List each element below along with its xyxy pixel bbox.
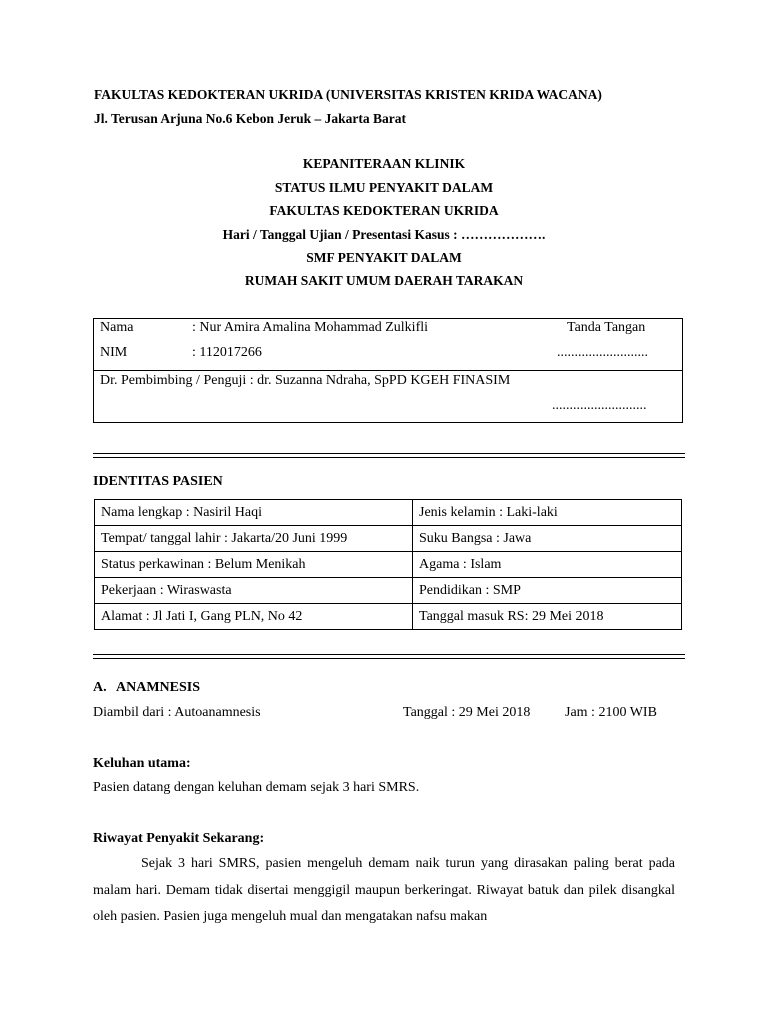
table-cell: Status perkawinan : Belum Menikah xyxy=(95,552,413,578)
faculty-address: Jl. Terusan Arjuna No.6 Kebon Jeruk – Jakarta Barat xyxy=(94,111,407,126)
history-paragraph: Sejak 3 hari SMRS, pasien mengeluh demam naik turun yang dirasakan paling berat pada malam hari. Demam tidak disertai menggigil maupun berkeringat. Riwayat batuk dan pilek disangkal oleh pasien. Pasien juga mengeluh mual dan mengatakan nafsu makan xyxy=(93,856,675,924)
anamnesis-time: Jam : 2100 WIB xyxy=(565,705,657,720)
table-cell: Agama : Islam xyxy=(413,552,682,578)
patient-identity-table xyxy=(94,499,682,630)
table-row xyxy=(95,552,682,578)
chief-complaint-heading: Keluhan utama: xyxy=(93,756,191,771)
faculty-header: FAKULTAS KEDOKTERAN UKRIDA (UNIVERSITAS KRISTEN KRIDA WACANA) xyxy=(94,87,602,102)
signature-label: Tanda Tangan xyxy=(567,320,646,335)
table-row xyxy=(95,500,682,526)
table-cell: Alamat : Jl Jati I, Gang PLN, No 42 xyxy=(95,604,413,630)
table-row xyxy=(95,604,682,630)
table-cell: Tempat/ tanggal lahir : Jakarta/20 Juni 1999 xyxy=(95,526,413,552)
title-line-5: SMF PENYAKIT DALAM xyxy=(306,250,462,265)
table-cell: Nama lengkap : Nasiril Haqi xyxy=(95,500,413,526)
history-heading: Riwayat Penyakit Sekarang: xyxy=(93,831,265,846)
supervisor-text: Dr. Pembimbing / Penguji : dr. Suzanna Ndraha, SpPD KGEH FINASIM xyxy=(100,373,511,388)
table-cell: Suku Bangsa : Jawa xyxy=(413,526,682,552)
anamnesis-heading: ANAMNESIS xyxy=(116,680,201,695)
section-divider xyxy=(93,654,685,659)
table-cell: Pendidikan : SMP xyxy=(413,578,682,604)
nim-label: NIM xyxy=(100,345,128,360)
chief-complaint-text: Pasien datang dengan keluhan demam sejak 3 hari SMRS. xyxy=(93,780,420,795)
table-cell: Jenis kelamin : Laki-laki xyxy=(413,500,682,526)
section-divider xyxy=(93,453,685,458)
name-value: : Nur Amira Amalina Mohammad Zulkifli xyxy=(192,320,429,335)
title-line-1: KEPANITERAAN KLINIK xyxy=(302,156,466,171)
nim-value: : 112017266 xyxy=(192,345,262,360)
exam-date-line: Hari / Tanggal Ujian / Presentasi Kasus : ………………. xyxy=(222,227,546,242)
title-line-3: FAKULTAS KEDOKTERAN UKRIDA xyxy=(269,203,499,218)
table-cell: Tanggal masuk RS: 29 Mei 2018 xyxy=(413,604,682,630)
anamnesis-letter: A. xyxy=(93,680,107,695)
anamnesis-date: Tanggal : 29 Mei 2018 xyxy=(403,705,531,720)
title-line-2: STATUS ILMU PENYAKIT DALAM xyxy=(274,180,494,195)
title-line-6: RUMAH SAKIT UMUM DAERAH TARAKAN xyxy=(244,273,524,288)
supervisor-signature-dots: ........................... xyxy=(552,398,647,413)
name-label: Nama xyxy=(100,320,134,335)
signature-dots: .......................... xyxy=(557,345,648,360)
anamnesis-source: Diambil dari : Autoanamnesis xyxy=(93,705,261,720)
patient-identity-heading: IDENTITAS PASIEN xyxy=(93,474,223,489)
table-cell: Pekerjaan : Wiraswasta xyxy=(95,578,413,604)
table-row xyxy=(95,578,682,604)
table-row xyxy=(95,526,682,552)
